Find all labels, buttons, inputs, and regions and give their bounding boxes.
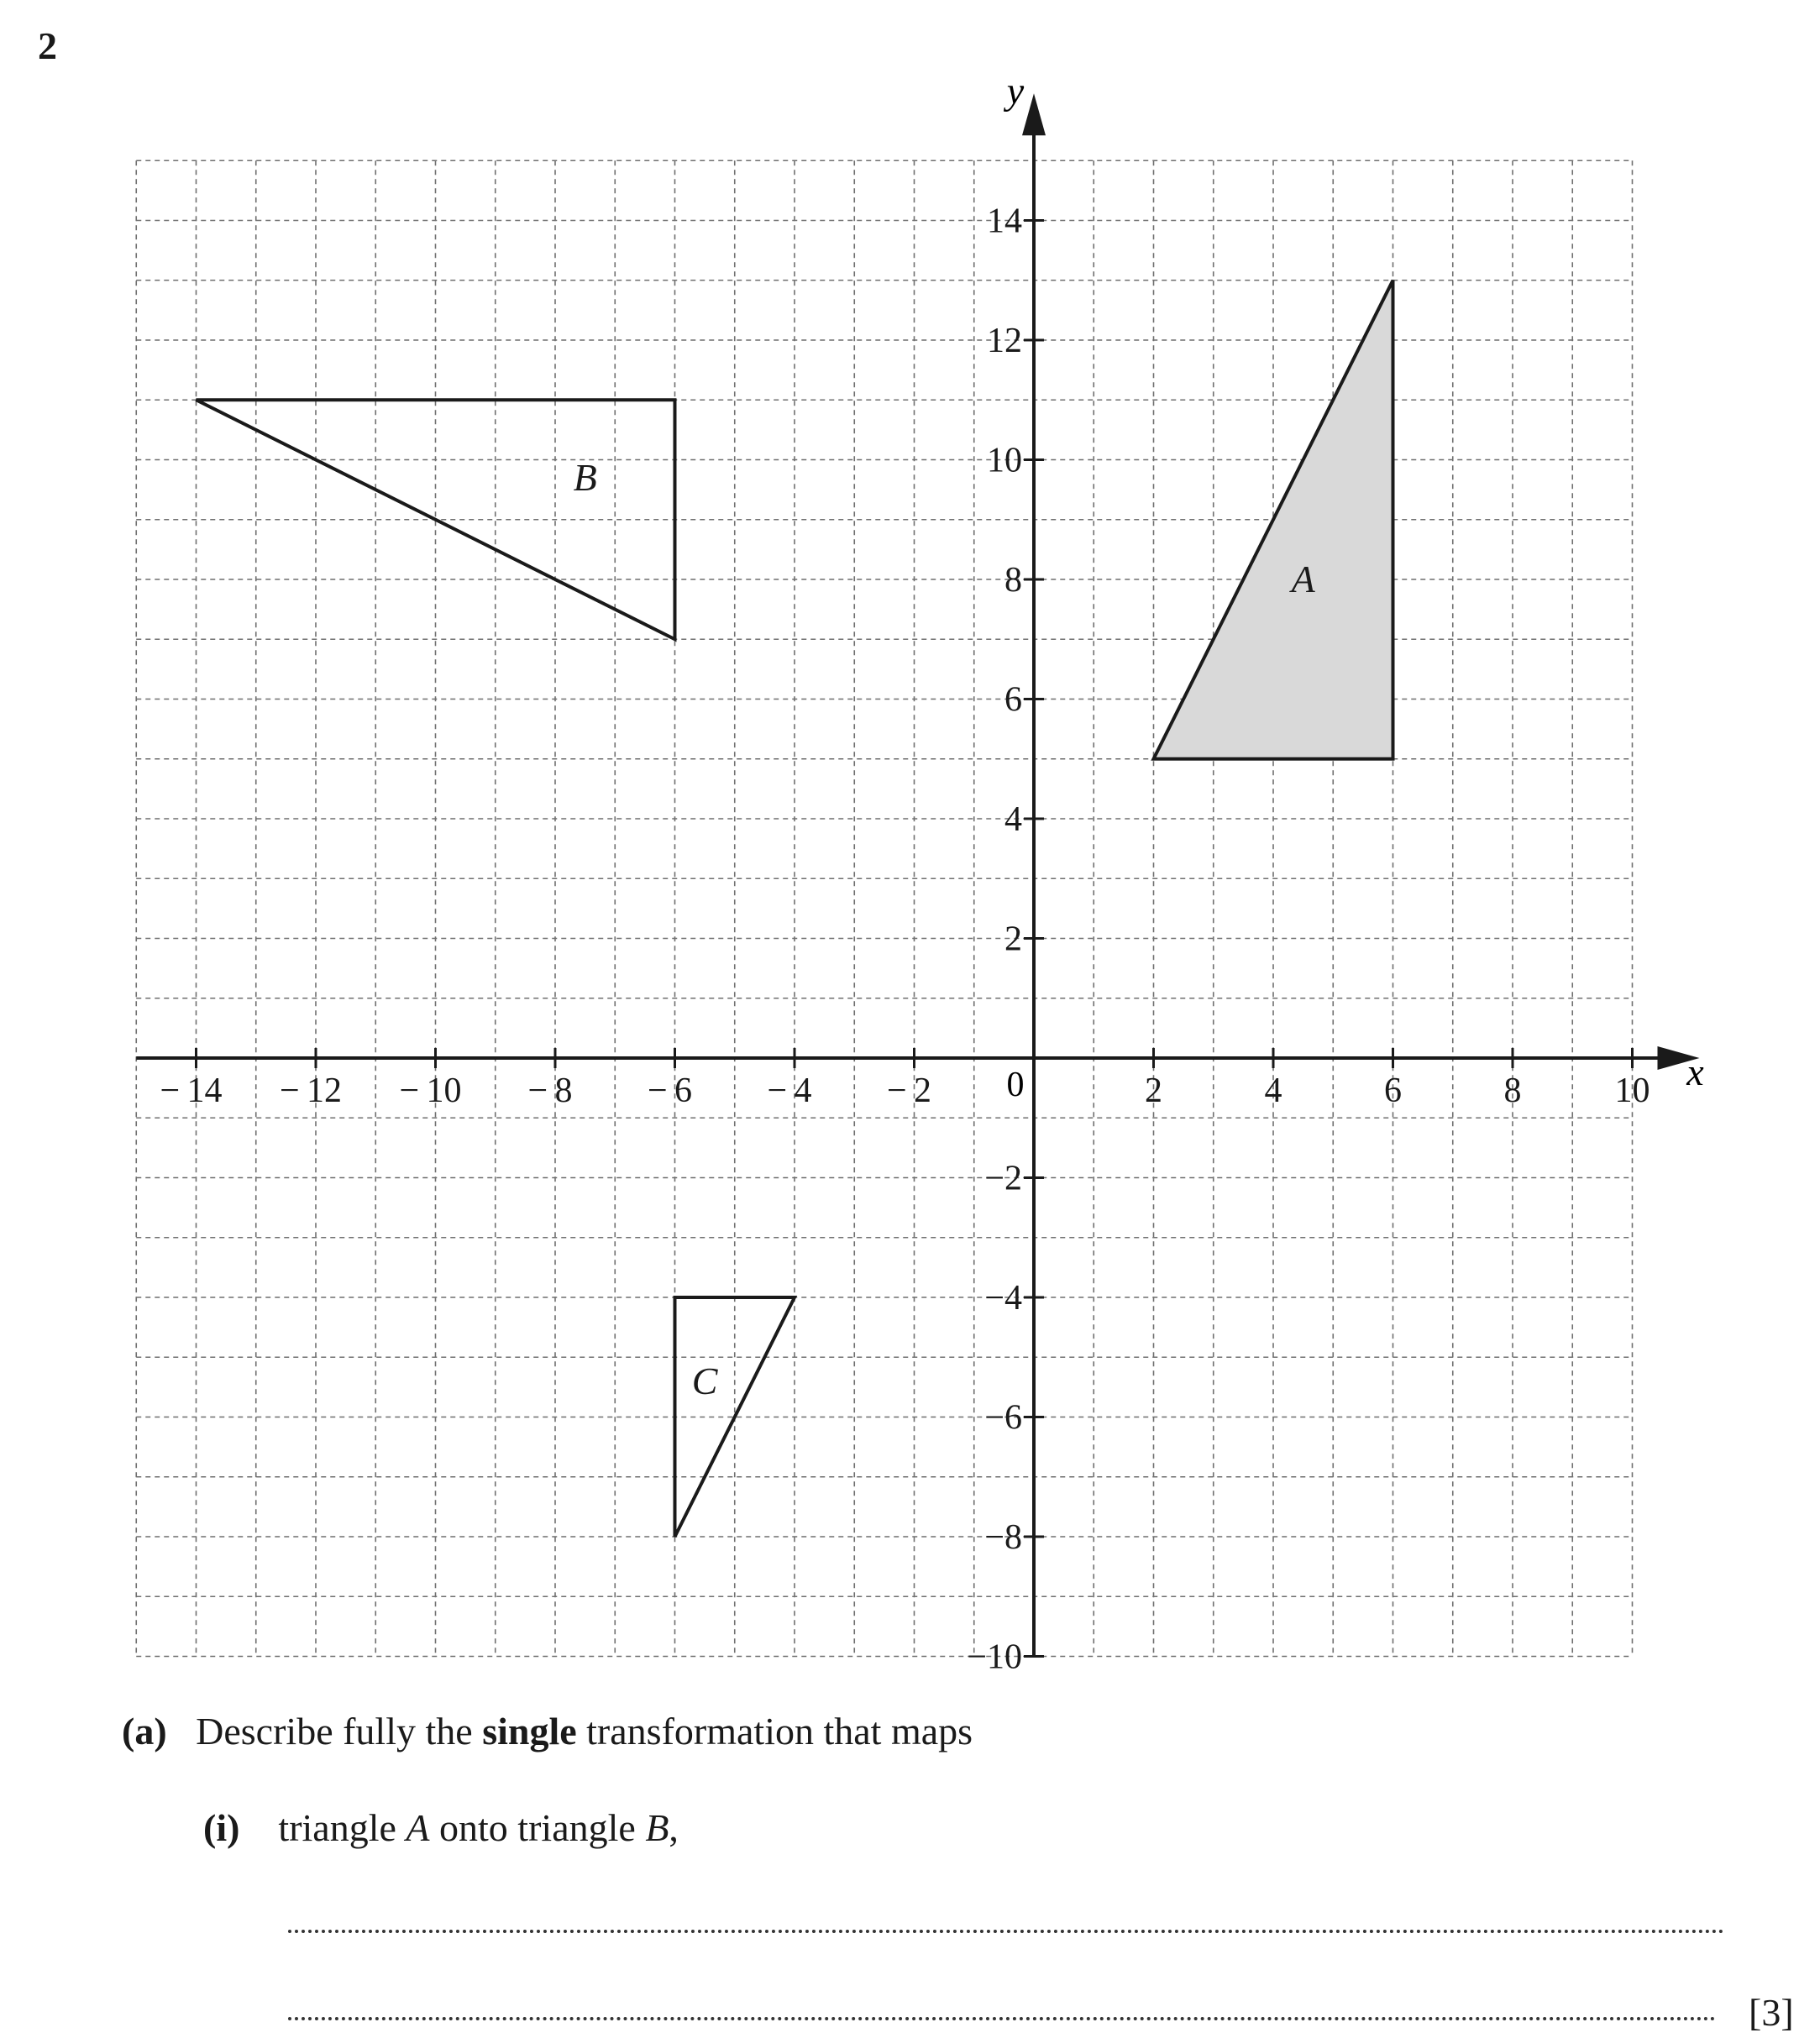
part-a-prompt [122, 1709, 973, 1753]
triangle-label-a: A [1291, 558, 1315, 600]
answer-line-1[interactable] [288, 1930, 1724, 1933]
y-tick-label: −10 [967, 1637, 1022, 1671]
triangle-label-b: B [573, 455, 597, 499]
x-tick-label: − 14 [160, 1071, 223, 1110]
part-i-triangle-a: A [406, 1806, 430, 1849]
x-tick-label: − 8 [527, 1071, 573, 1110]
axes [136, 93, 1699, 1656]
part-a-bold: single [482, 1710, 577, 1752]
y-tick-label: −6 [984, 1398, 1022, 1438]
part-a-label: (a) [122, 1710, 167, 1752]
grid-lines [136, 160, 1632, 1656]
y-tick-label: −2 [984, 1159, 1022, 1198]
marks-allocation: [3] [1749, 1991, 1794, 2034]
part-a-text-1: Describe fully the [196, 1710, 483, 1752]
triangle-label-c: C [691, 1359, 718, 1402]
y-tick-label: −8 [984, 1518, 1022, 1557]
y-tick-label: −4 [984, 1279, 1022, 1318]
part-i-text-1: triangle [278, 1806, 406, 1849]
question-number: 2 [38, 24, 57, 67]
x-tick-label: − 2 [886, 1071, 932, 1110]
y-tick-label: 4 [1004, 800, 1022, 839]
y-axis-label: y [1006, 69, 1025, 113]
y-tick-label: 6 [1004, 680, 1022, 720]
x-axis-label: x [1686, 1050, 1704, 1093]
answer-line-2[interactable] [288, 2017, 1716, 2020]
part-i-text-2: onto triangle [429, 1806, 646, 1849]
part-a-text-2: transformation that maps [576, 1710, 973, 1752]
x-tick-label: 10 [1614, 1071, 1650, 1110]
x-tick-label: − 4 [767, 1071, 812, 1110]
tick-labels [160, 69, 1704, 1671]
part-i-prompt [203, 1805, 679, 1850]
y-tick-label: 14 [987, 202, 1022, 241]
x-tick-label: 4 [1264, 1071, 1282, 1110]
y-tick-label: 8 [1004, 561, 1022, 600]
x-tick-label: 6 [1384, 1071, 1402, 1110]
y-tick-label: 12 [987, 322, 1022, 360]
x-tick-label: 8 [1503, 1071, 1522, 1110]
part-i-text-3: , [669, 1806, 679, 1849]
x-tick-label: 2 [1145, 1071, 1162, 1110]
y-tick-label: 2 [1004, 919, 1022, 959]
part-i-triangle-b: B [645, 1806, 669, 1849]
x-tick-label: − 10 [399, 1071, 462, 1110]
y-axis-arrow [1022, 93, 1046, 135]
part-i-label: (i) [203, 1806, 240, 1849]
origin-label: 0 [1006, 1066, 1025, 1104]
y-tick-label: 10 [987, 441, 1022, 480]
x-tick-label: − 6 [647, 1071, 693, 1110]
x-tick-label: − 12 [279, 1071, 343, 1110]
